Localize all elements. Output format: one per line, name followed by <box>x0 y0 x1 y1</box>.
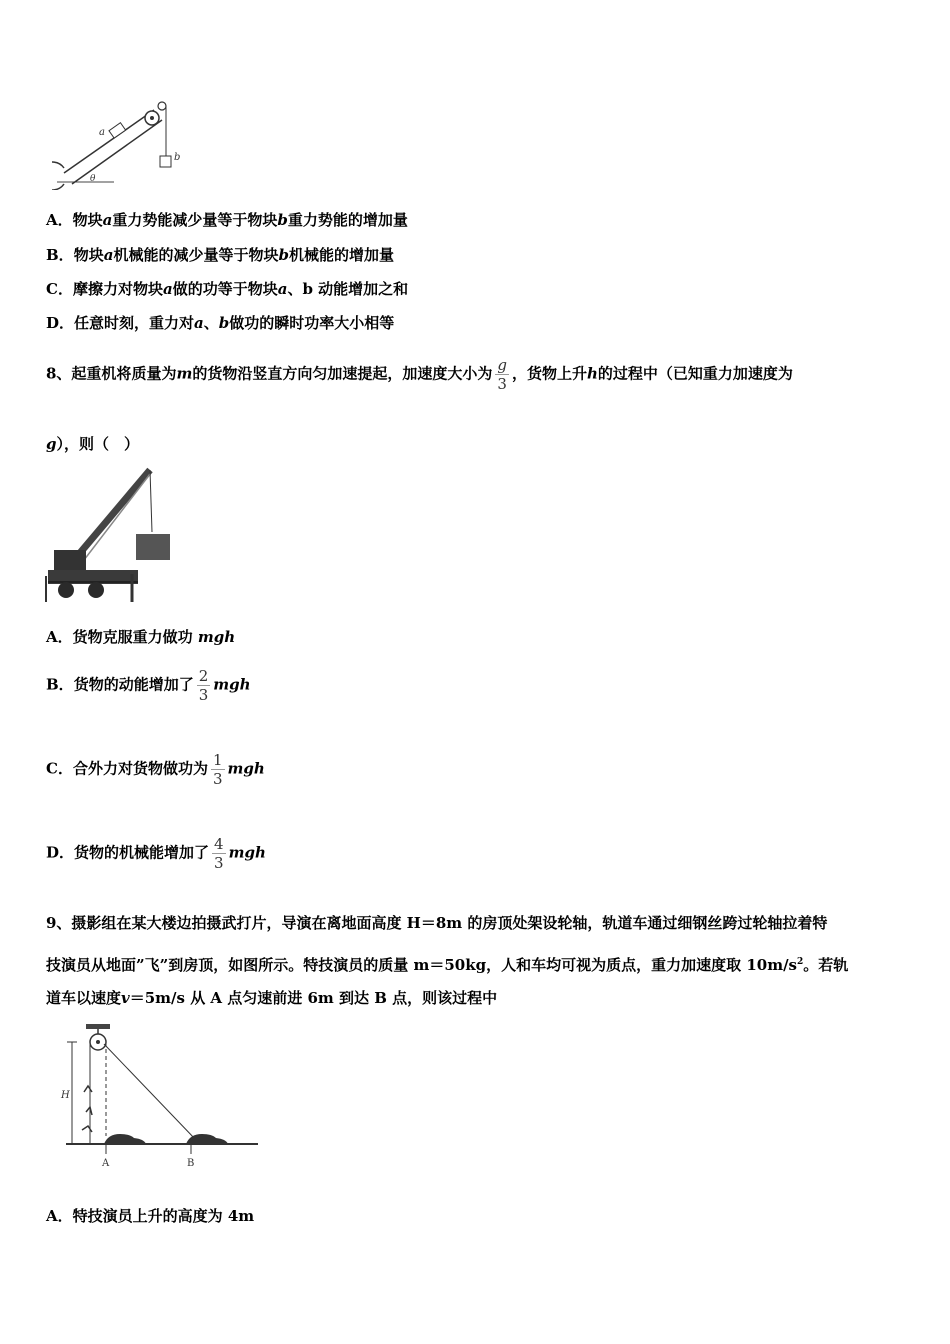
label-H: H <box>61 1090 70 1101</box>
q8-stem-line1: 8、起重机将质量为m的货物沿竖直方向匀加速提起，加速度大小为 $\frac{g}{3}$ ，货物上升h的过程中（已知重力加速度为 <box>46 356 793 393</box>
cargo-block <box>136 534 170 560</box>
crane-figure <box>44 464 174 606</box>
label-A: A <box>102 1158 110 1169</box>
q8-option-d: D．货物的机械能增加了 $\frac{4}{3}$ mgh <box>46 835 266 872</box>
q9-stem-line3: 道车以速度v＝5m/s 从 A 点匀速前进 6m 到达 B 点，则该过程中 <box>46 989 498 1007</box>
q7-option-b: B．物块a机械能的减少量等于物块b机械能的增加量 <box>46 246 394 264</box>
fraction-g-over-3: $\frac{g}{3}$ <box>497 356 507 393</box>
q9-option-a: A．特技演员上升的高度为 4m <box>46 1207 255 1225</box>
q7-option-d: D．任意时刻，重力对a、b做功的瞬时功率大小相等 <box>46 314 395 332</box>
q7-option-a: A．物块a重力势能减少量等于物块b重力势能的增加量 <box>46 211 408 229</box>
label-B: B <box>187 1158 195 1169</box>
label-theta: θ <box>90 174 96 184</box>
block-b <box>160 156 171 167</box>
label-a: a <box>99 127 105 138</box>
q8-option-a: A．货物克服重力做功 mgh <box>46 628 236 646</box>
q9-stem-line2: 技演员从地面”飞”到房顶，如图所示。特技演员的质量 m＝50kg，人和车均可视为质点，重力加速度取 $10m/s^2$。若轨 <box>46 956 849 974</box>
pulley-car-figure <box>58 1022 268 1172</box>
q9-stem-line1: 9、摄影组在某大楼边拍摄武打片，导演在离地面高度 H＝8m 的房顶处架设轮轴，轨道车通过细钢丝跨过轮轴拉着特 <box>46 914 828 932</box>
q8-stem-line2: g），则（ ） <box>46 435 140 453</box>
block-a <box>109 123 126 138</box>
label-b: b <box>174 152 181 163</box>
incline-pulley-figure <box>52 98 192 190</box>
q8-option-c: C．合外力对货物做功为 $\frac{1}{3}$ mgh <box>46 751 265 788</box>
q8-option-b: B．货物的动能增加了 $\frac{2}{3}$ mgh <box>46 667 251 704</box>
q7-option-c: C．摩擦力对物块a做的功等于物块a、b 动能增加之和 <box>46 280 409 298</box>
